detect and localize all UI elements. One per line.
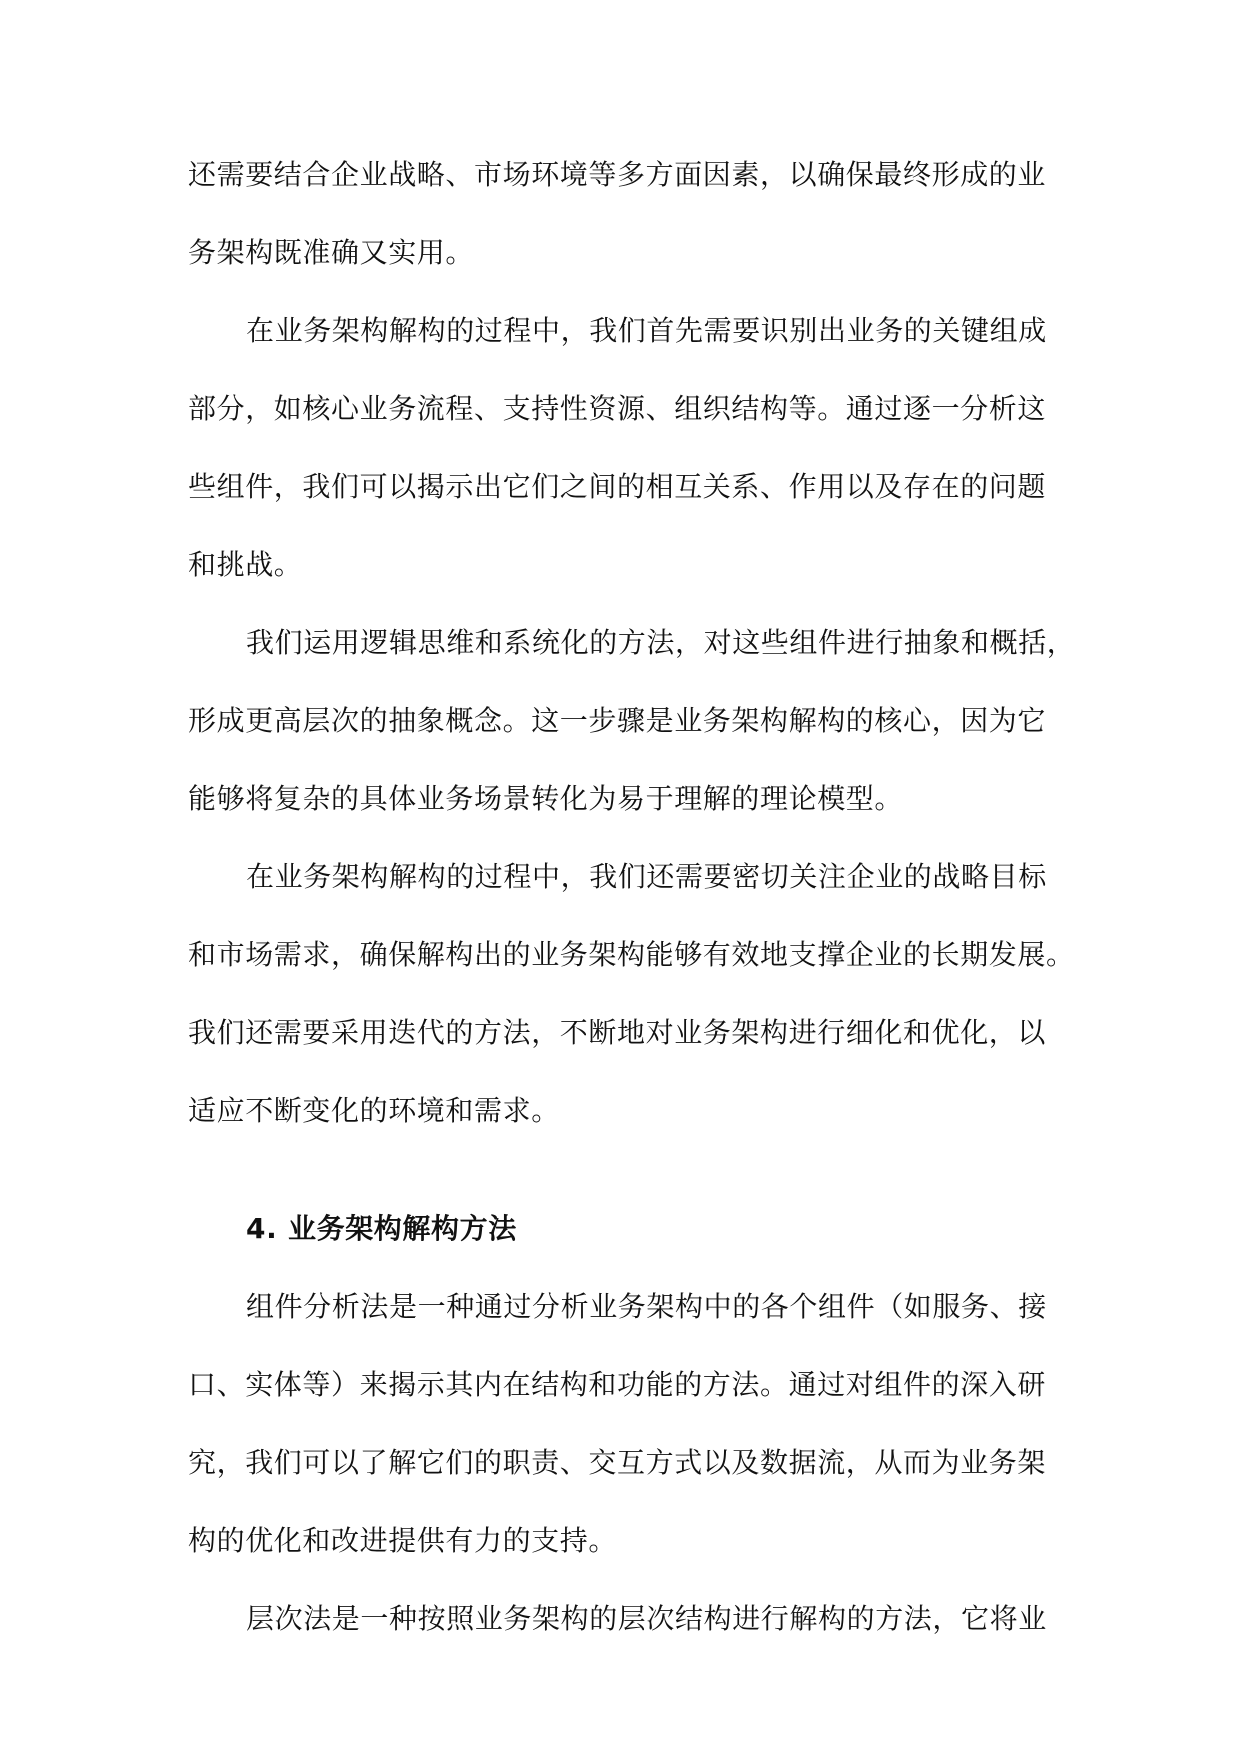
paragraph-line: 和市场需求，确保解构出的业务架构能够有效地支撑企业的长期发展。 bbox=[188, 938, 1075, 971]
document-body bbox=[188, 136, 1076, 1658]
section-heading bbox=[188, 1190, 1054, 1268]
paragraph bbox=[188, 1268, 1054, 1580]
paragraph-line: 我们还需要采用迭代的方法，不断地对业务架构进行细化和优化，以 bbox=[188, 1016, 1047, 1049]
paragraph-line: 适应不断变化的环境和需求。 bbox=[188, 1094, 560, 1127]
paragraph-line: 究，我们可以了解它们的职责、交互方式以及数据流，从而为业务架 bbox=[188, 1446, 1047, 1479]
paragraph-line: 在业务架构解构的过程中，我们首先需要识别出业务的关键组成 bbox=[246, 314, 1047, 347]
paragraph-line: 形成更高层次的抽象概念。这一步骤是业务架构解构的核心，因为它 bbox=[188, 704, 1047, 737]
paragraph bbox=[188, 292, 1054, 604]
paragraph bbox=[188, 838, 1075, 1150]
paragraph-line: 和挑战。 bbox=[188, 548, 303, 581]
section-number: 4. bbox=[246, 1212, 278, 1245]
paragraph-line: 口、实体等）来揭示其内在结构和功能的方法。通过对组件的深入研 bbox=[188, 1368, 1047, 1401]
paragraph bbox=[188, 1580, 1054, 1658]
paragraph-line: 些组件，我们可以揭示出它们之间的相互关系、作用以及存在的问题 bbox=[188, 470, 1047, 503]
paragraph-line: 我们运用逻辑思维和系统化的方法，对这些组件进行抽象和概括， bbox=[246, 626, 1076, 659]
paragraph-line: 务架构既准确又实用。 bbox=[188, 236, 475, 269]
paragraph-line: 层次法是一种按照业务架构的层次结构进行解构的方法，它将业 bbox=[246, 1602, 1047, 1635]
paragraph-line: 组件分析法是一种通过分析业务架构中的各个组件（如服务、接 bbox=[246, 1290, 1047, 1323]
paragraph-line: 能够将复杂的具体业务场景转化为易于理解的理论模型。 bbox=[188, 782, 904, 815]
section-title: 业务架构解构方法 bbox=[288, 1212, 517, 1245]
paragraph bbox=[188, 136, 1054, 292]
paragraph-line: 还需要结合企业战略、市场环境等多方面因素，以确保最终形成的业 bbox=[188, 158, 1047, 191]
paragraph-line: 在业务架构解构的过程中，我们还需要密切关注企业的战略目标 bbox=[246, 860, 1047, 893]
paragraph bbox=[188, 604, 1076, 838]
paragraph-line: 构的优化和改进提供有力的支持。 bbox=[188, 1524, 618, 1557]
paragraph-line: 部分，如核心业务流程、支持性资源、组织结构等。通过逐一分析这 bbox=[188, 392, 1047, 425]
